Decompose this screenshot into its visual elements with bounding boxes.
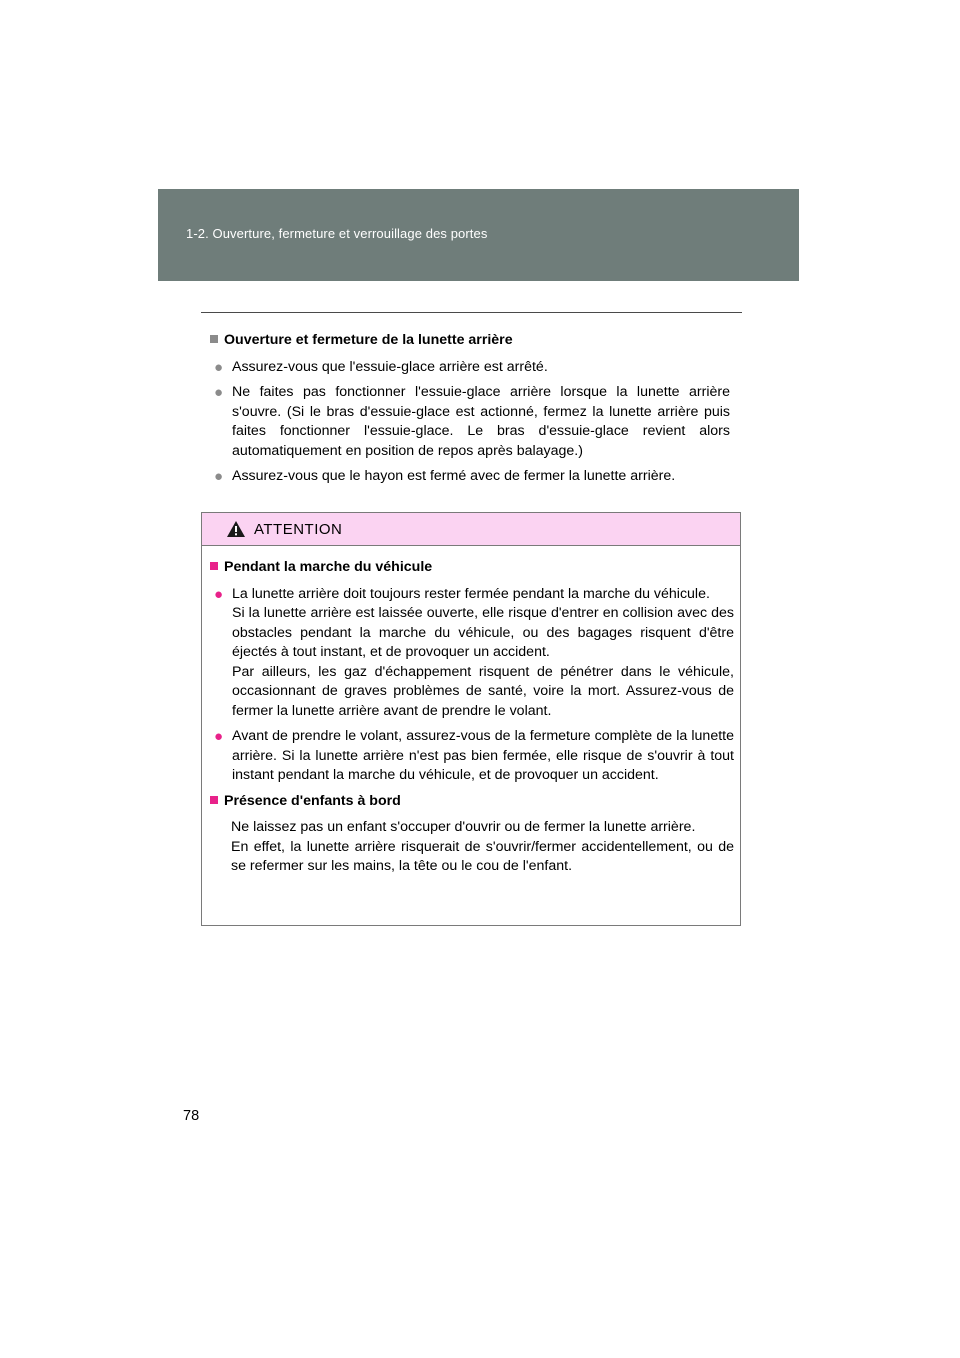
list-item [210, 467, 730, 487]
round-bullet-icon: ● [214, 358, 224, 376]
main-section-title: Ouverture et fermeture de la lunette arrière [224, 332, 513, 348]
list-item [210, 358, 730, 378]
square-bullet-icon [210, 796, 218, 804]
square-bullet-icon [210, 562, 218, 570]
round-bullet-icon: ● [214, 585, 224, 603]
warning-triangle-icon [226, 520, 246, 538]
attention-title: ATTENTION [254, 520, 343, 538]
list-item-text: Ne faites pas fonctionner l'essuie-glace arrière lorsque la lunette arrière s'ouvre. (Si le bras d'essuie-glace est actionné, fermez la lunette arrière puis faites fonctionner l'essuie-glace. Le bras d'essuie-glace revient alors automatiquement en position de repos après balayage.) [232, 384, 730, 459]
paragraph: Par ailleurs, les gaz d'échappement risquent de pénétrer dans le véhicule, occasionnant de graves problèmes de santé, voire la mort. Assurez-vous de fermer la lunette arrière avant de prendre le volant. [232, 663, 734, 719]
paragraph: La lunette arrière doit toujours rester fermée pendant la marche du véhicule. [232, 585, 710, 602]
section-divider [201, 312, 742, 313]
attention-section-heading [210, 558, 734, 578]
attention-box [201, 512, 741, 926]
attention-section-title: Présence d'enfants à bord [224, 792, 401, 809]
paragraph: Si la lunette arrière est laissée ouverte, elle risque d'entrer en collision avec des obstacles pendant la marche du véhicule, ou des bagages risquent d'être éjectés à tout instant, et de provoquer un accident. [232, 605, 734, 660]
main-section [210, 331, 730, 493]
page-number: 78 [183, 1108, 200, 1124]
round-bullet-icon: ● [214, 728, 224, 745]
list-item [210, 585, 734, 722]
round-bullet-icon: ● [214, 384, 224, 401]
attention-section-title: Pendant la marche du véhicule [224, 559, 433, 575]
attention-section-heading [210, 792, 734, 812]
chapter-title: 1-2. Ouverture, fermeture et verrouillage des portes [186, 226, 488, 241]
paragraph: Ne laissez pas un enfant s'occuper d'ouvrir ou de fermer la lunette arrière. [231, 819, 696, 835]
list-item-text: Avant de prendre le volant, assurez-vous de la fermeture complète de la lunette arrière. Si la lunette arrière n'est pas bien fermée, elle risque de s'ouvrir à tout instant pendant la marche du véhicule, et de provoquer un accident. [232, 728, 734, 783]
attention-paragraphs [210, 818, 734, 877]
paragraph: En effet, la lunette arrière risquerait de s'ouvrir/fermer accidentellement, ou de se refermer sur les mains, la tête ou le cou de l'enfant. [231, 838, 734, 874]
round-bullet-icon: ● [214, 468, 224, 485]
list-item [210, 383, 730, 461]
list-item-text: Assurez-vous que l'essuie-glace arrière est arrêté. [232, 358, 548, 375]
list-item [210, 727, 734, 786]
list-item-text [232, 585, 734, 722]
square-bullet-icon [210, 335, 218, 343]
main-section-heading [210, 331, 730, 351]
list-item-text: Assurez-vous que le hayon est fermé avec de fermer la lunette arrière. [232, 468, 676, 484]
attention-body [202, 546, 740, 877]
chapter-header-band [158, 189, 799, 281]
attention-header [202, 513, 740, 546]
